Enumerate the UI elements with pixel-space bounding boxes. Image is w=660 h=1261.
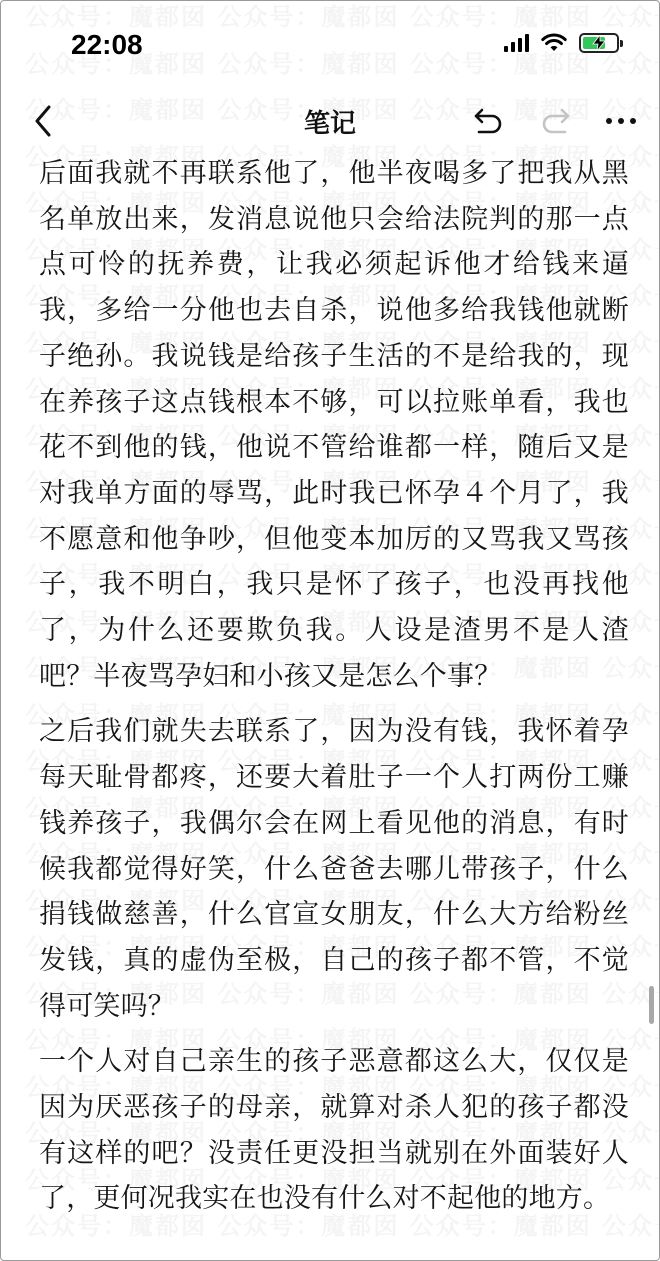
scrollbar-thumb[interactable] [649, 986, 654, 1024]
redo-button[interactable] [535, 103, 575, 139]
undo-icon [473, 106, 505, 136]
page-title: 笔记 [303, 109, 356, 139]
more-button[interactable] [601, 103, 641, 139]
battery-charging-icon [579, 33, 619, 53]
undo-button[interactable] [469, 103, 509, 139]
status-bar [1, 1, 659, 85]
nav-bar [1, 91, 659, 151]
note-paragraph: 之后我们就失去联系了，因为没有钱，我怀着孕每天耻骨都疼，还要大着肚子一个人打两份工赚钱养孩子，我偶尔会在网上看见他的消息，有时候我都觉得好笑，什么爸爸去哪儿带孩子，什么捐钱做慈善，什么官宣女朋友，什么大方给粉丝发钱，真的虚伪至极，自己的孩子都不管，不觉得可笑吗？ [39, 716, 629, 1022]
status-time: 22:08 [71, 29, 143, 60]
note-body[interactable] [39, 151, 629, 1232]
note-paragraph: 后面我就不再联系他了，他半夜喝多了把我从黑名单放出来，发消息说他只会给法院判的那一点点可怜的抚养费，让我必须起诉他才给钱来逼我，多给一分他也去自杀，说他多给我钱他就断子绝孙。我说钱是给孩子生活的不是给我的，现在养孩子这点钱根本不够，可以拉账单看，我也花不到他的钱，他说不管给谁都一样，随后又是对我单方面的辱骂，此时我已怀孕４个月了，我不愿意和他争吵，但他变本加厉的又骂我又骂孩子，我不明白，我只是怀了孩子，也没再找他了，为什么还要欺负我。人设是渣男不是人渣吧？半夜骂孕妇和小孩又是怎么个事？ [39, 158, 629, 692]
note-paragraph: 一个人对自己亲生的孩子恶意都这么大，仅仅是因为厌恶孩子的母亲，就算对杀人犯的孩子都没有这样的吧？没责任更没担当就别在外面装好人了，更何况我实在也没有什么对不起他的地方。 [39, 1046, 629, 1215]
more-icon [605, 116, 637, 126]
status-icons [504, 33, 619, 53]
redo-icon [539, 106, 571, 136]
signal-icon [504, 34, 529, 52]
wifi-icon [541, 33, 567, 53]
